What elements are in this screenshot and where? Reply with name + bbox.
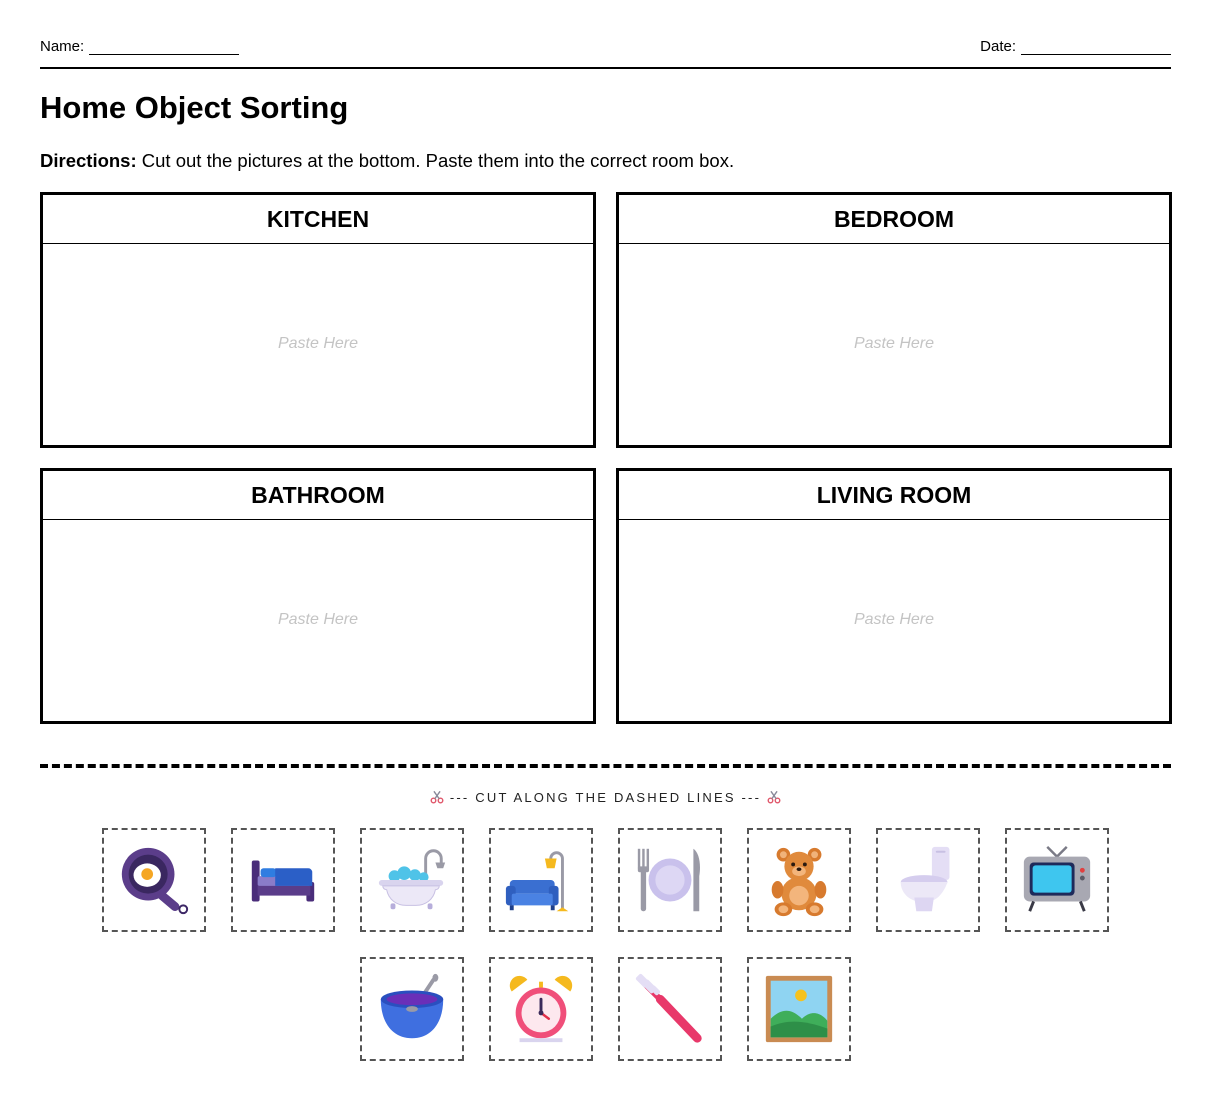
date-blank-line[interactable]: [1021, 41, 1171, 55]
cut-dashed-line: [40, 764, 1171, 768]
bathtub-icon: [373, 841, 451, 919]
paste-placeholder: Paste Here: [277, 335, 359, 352]
cutout-card[interactable]: [876, 828, 980, 932]
alarm-clock-icon: [502, 970, 580, 1048]
cutout-card[interactable]: [360, 828, 464, 932]
couch-lamp-icon: [502, 841, 580, 919]
room-title: BEDROOM: [619, 195, 1169, 244]
toilet-icon: [889, 841, 967, 919]
cutout-card[interactable]: [360, 957, 464, 1061]
cutout-card[interactable]: [747, 828, 851, 932]
toothbrush-icon: [631, 970, 709, 1048]
header-divider: [40, 67, 1171, 69]
bed-icon: [244, 841, 322, 919]
room-box-living-room[interactable]: [616, 468, 1172, 724]
room-title: BATHROOM: [43, 471, 593, 520]
room-box-kitchen[interactable]: [40, 192, 596, 448]
name-label: Name:: [40, 38, 85, 55]
paste-placeholder: Paste Here: [277, 611, 359, 628]
header-row: [40, 38, 1171, 58]
plate-fork-knife-icon: [631, 841, 709, 919]
cutout-card[interactable]: [747, 957, 851, 1061]
date-field: [980, 38, 1171, 55]
framed-picture-icon: [760, 970, 838, 1048]
directions-label: Directions:: [40, 150, 137, 171]
teddy-bear-icon: [760, 841, 838, 919]
room-title: LIVING ROOM: [619, 471, 1169, 520]
paste-placeholder: Paste Here: [853, 335, 935, 352]
directions: [40, 150, 734, 172]
name-blank-line[interactable]: [89, 41, 239, 55]
room-box-bedroom[interactable]: [616, 192, 1172, 448]
television-icon: [1018, 841, 1096, 919]
cutout-card[interactable]: [1005, 828, 1109, 932]
cut-instruction-text: --- CUT ALONG THE DASHED LINES ---: [449, 790, 762, 805]
paste-placeholder: Paste Here: [853, 611, 935, 628]
directions-text: Cut out the pictures at the bottom. Paste them into the correct room box.: [136, 150, 735, 171]
cutout-card[interactable]: [231, 828, 335, 932]
cutout-card[interactable]: [489, 957, 593, 1061]
cutout-card[interactable]: [489, 828, 593, 932]
room-box-bathroom[interactable]: [40, 468, 596, 724]
cutout-card[interactable]: [102, 828, 206, 932]
cutout-card[interactable]: [618, 957, 722, 1061]
mixing-bowl-icon: [373, 970, 451, 1048]
cutout-card[interactable]: [618, 828, 722, 932]
page-title: Home Object Sorting: [40, 90, 349, 125]
scissors-icon: [767, 790, 781, 804]
scissors-icon: [430, 790, 444, 804]
frying-pan-egg-icon: [115, 841, 193, 919]
date-label: Date:: [980, 38, 1016, 55]
room-title: KITCHEN: [43, 195, 593, 244]
name-field: [40, 38, 239, 55]
cut-instruction: [40, 790, 1171, 805]
